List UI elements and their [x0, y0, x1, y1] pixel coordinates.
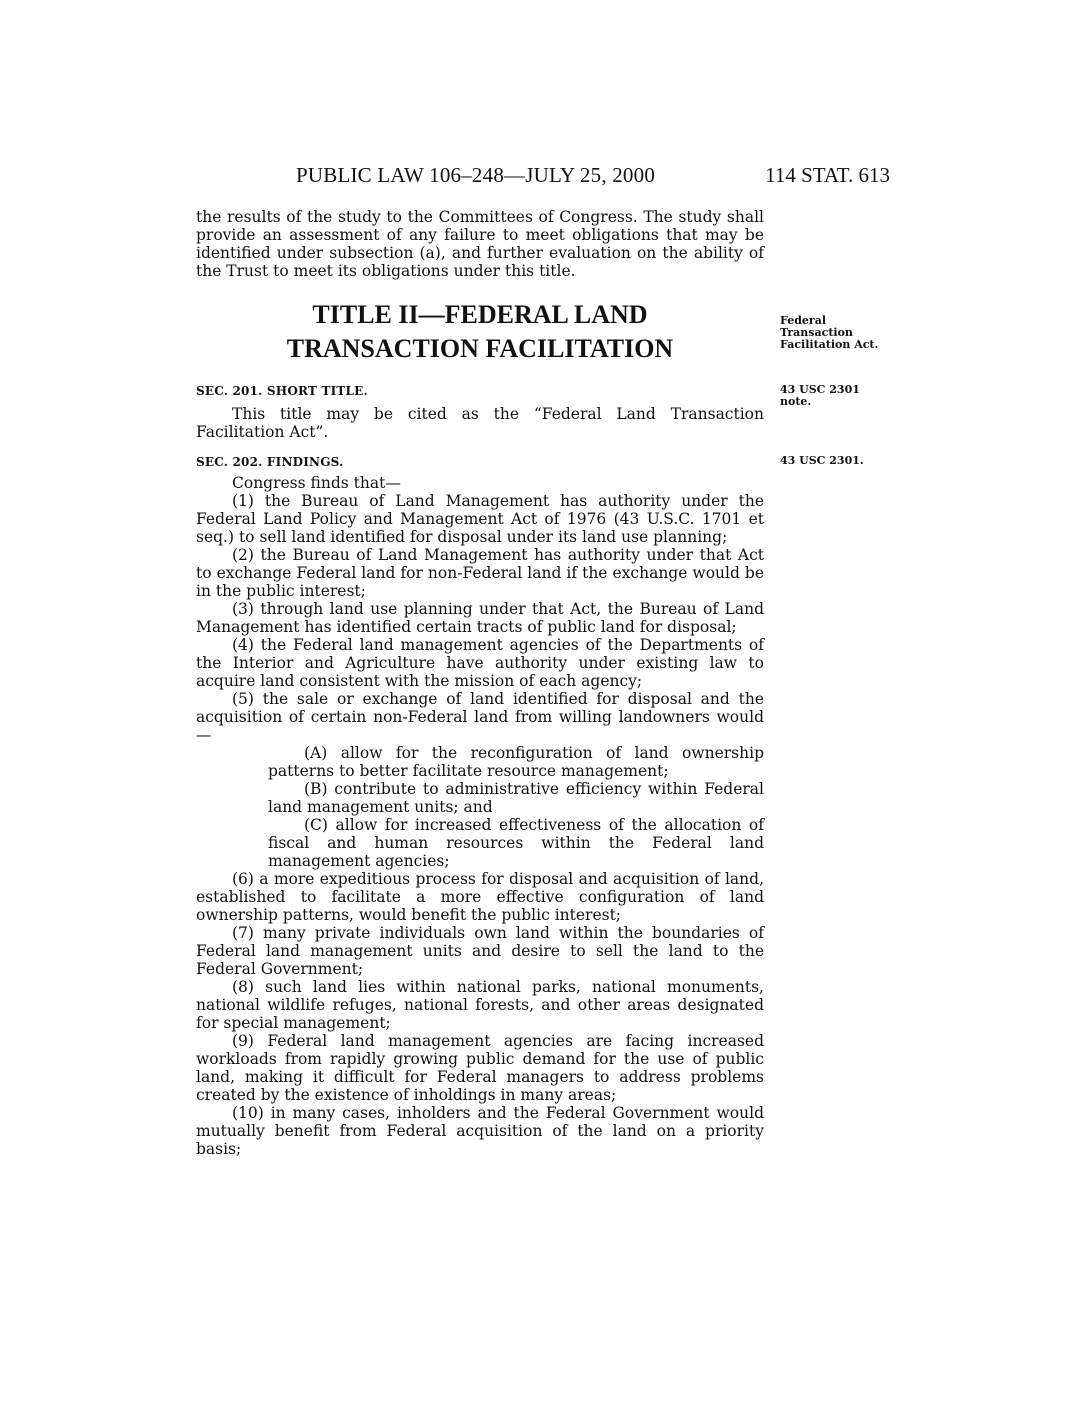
running-header-stat: 114 STAT. 613: [765, 163, 890, 187]
finding-item: (8) such land lies within national parks, national monuments, national wildlife refuges, national forests, and other areas designated for special management;: [196, 978, 764, 1032]
margin-note-title: [780, 315, 900, 351]
section-202-body: [196, 474, 764, 1158]
finding-subitem: (C) allow for increased effectiveness of the allocation of fiscal and human resources within the Federal land management agencies;: [268, 816, 764, 870]
margin-note-sec202: 43 USC 2301.: [780, 454, 864, 467]
title-line-1: TITLE II—FEDERAL LAND: [312, 300, 648, 329]
intro-paragraph-block: [196, 208, 764, 280]
findings-lead: Congress finds that—: [232, 474, 401, 492]
finding-item: (2) the Bureau of Land Management has authority under that Act to exchange Federal land for non-Federal land if the exchange would be in the public interest;: [196, 546, 764, 600]
finding-item: (4) the Federal land management agencies of the Departments of the Interior and Agriculture have authority under existing law to acquire land consistent with the mission of each agency;: [196, 636, 764, 690]
margin-note-line: note.: [780, 395, 812, 408]
section-201-text: This title may be cited as the “Federal Land Transaction Facilitation Act”.: [196, 405, 764, 441]
finding-item: (5) the sale or exchange of land identified for disposal and the acquisition of certain non-Federal land from willing landowners would—: [196, 690, 764, 744]
margin-note-sec201: [780, 384, 900, 408]
running-header-title: PUBLIC LAW 106–248—JULY 25, 2000: [296, 163, 656, 187]
title-line-2: TRANSACTION FACILITATION: [286, 334, 674, 363]
margin-note-line: Federal: [780, 314, 826, 327]
finding-item: (1) the Bureau of Land Management has authority under the Federal Land Policy and Management Act of 1976 (43 U.S.C. 1701 et seq.) to sell land identified for disposal under its land use planning;: [196, 492, 764, 546]
finding-item: (7) many private individuals own land within the boundaries of Federal land management units and desire to sell the land to the Federal Government;: [196, 924, 764, 978]
margin-note-line: Transaction: [780, 326, 853, 339]
finding-item: (3) through land use planning under that Act, the Bureau of Land Management has identified certain tracts of public land for disposal;: [196, 600, 764, 636]
section-202-heading: SEC. 202. FINDINGS.: [196, 455, 344, 469]
finding-subitem: (B) contribute to administrative efficiency within Federal land management units; and: [268, 780, 764, 816]
title-heading: [196, 298, 764, 366]
section-201-body: [196, 405, 764, 441]
margin-note-line: 43 USC 2301: [780, 383, 860, 396]
intro-paragraph: the results of the study to the Committees of Congress. The study shall provide an assessment of any failure to meet obligations that may be identified under subsection (a), and further evaluation on the ability of the Trust to meet its obligations under this title.: [196, 208, 764, 280]
finding-item: (9) Federal land management agencies are facing increased workloads from rapidly growing public demand for the use of public land, making it difficult for Federal managers to address problems created by the existence of inholdings in many areas;: [196, 1032, 764, 1104]
finding-subitem: (A) allow for the reconfiguration of land ownership patterns to better facilitate resource management;: [268, 744, 764, 780]
section-201-heading: SEC. 201. SHORT TITLE.: [196, 384, 368, 398]
finding-item: (10) in many cases, inholders and the Federal Government would mutually benefit from Federal acquisition of the land on a priority basis;: [196, 1104, 764, 1158]
finding-item: (6) a more expeditious process for disposal and acquisition of land, established to facilitate a more effective configuration of land ownership patterns, would benefit the public interest;: [196, 870, 764, 924]
margin-note-line: Facilitation Act.: [780, 338, 879, 351]
